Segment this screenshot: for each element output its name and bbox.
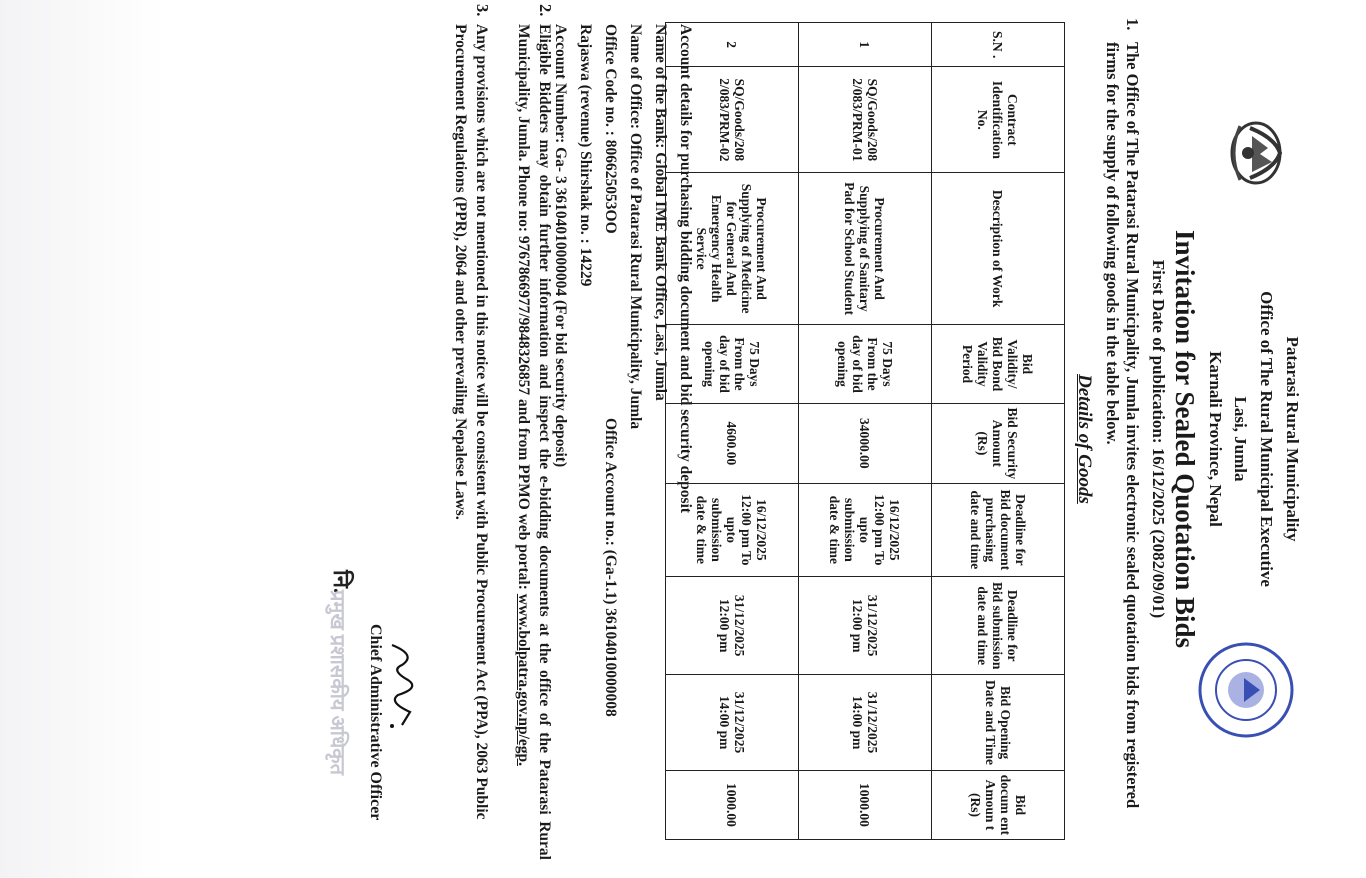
office-location: Lasi, Jumla bbox=[1231, 396, 1250, 482]
table-cell: 31/12/2025 12:00 pm bbox=[799, 577, 932, 675]
point-number-2: 2. bbox=[536, 4, 555, 17]
rajaswa-shirshak: Rajaswa (revenue) Shirshak no. : 14229 bbox=[577, 24, 594, 287]
table-cell: 31/12/2025 14:00 pm bbox=[799, 675, 932, 771]
security-account-number: Account Number: Ga- 3 36104010000004 (For bid security deposit) bbox=[552, 24, 569, 468]
table-cell: SQ/Goods/208 2/083/PRM-02 bbox=[666, 67, 799, 173]
table-cell: 1000.00 bbox=[799, 770, 932, 839]
column-header: Contract Identification No. bbox=[932, 67, 1065, 173]
municipality-name: Patarasi Rural Municipality bbox=[1283, 336, 1302, 542]
office-name-line: Name of Office: Office of Patarasi Rural Municipality, Jumla bbox=[627, 24, 644, 430]
column-header: Bid docum ent Amoun t (Rs) bbox=[932, 770, 1065, 839]
point-number-3: 3. bbox=[473, 4, 492, 17]
table-cell: 1000.00 bbox=[666, 770, 799, 839]
office-name: Office of The Rural Municipal Executive bbox=[1257, 291, 1276, 587]
bank-name: Name of the Bank: Global IME Bank Office, Lasi, Jumla bbox=[652, 24, 669, 401]
column-header: Bid Validity/ Bid Bond Validity Period bbox=[932, 324, 1065, 403]
provisions-paragraph: Any provisions which are not mentioned in this notice will be consistent with Public Procurement Act (PPA), 2063 Public Procurement Regulations (PPR), 2064 and other prevailing Nepalese Laws. bbox=[452, 24, 490, 820]
publication-date: First Date of publication: 16/12/2025 (2082/09/01) bbox=[1149, 259, 1168, 619]
table-cell: 75 Days From the day of bid opening bbox=[799, 324, 932, 403]
column-header: Bid Opening Date and Time bbox=[932, 675, 1065, 771]
intro-paragraph: The Office of The Patarasi Rural Municipality, Jumla invites electronic sealed quotation bids from registered firms for the supply of following goods in the table below. bbox=[1103, 42, 1142, 809]
table-cell: 34000.00 bbox=[799, 404, 932, 483]
table-cell: 75 Days From the day of bid opening bbox=[666, 324, 799, 403]
table-row bbox=[799, 23, 932, 840]
eligibility-text: Eligible Bidders may obtain further information and inspect the e-bidding documents at the office of the Patarasi Rural Municipality, Jumla. Phone no: 9767866977/9848326857 and from PPMO web portal: bbox=[515, 24, 553, 860]
table-cell: Procurement And Supplying of Sanitary Pad for School Student bbox=[799, 173, 932, 324]
handwritten-signature-icon bbox=[382, 640, 422, 730]
table-cell: 4600.00 bbox=[666, 404, 799, 483]
signatory-prefix: नि. bbox=[329, 570, 354, 594]
portal-link[interactable]: www.bolpatra.gov.np/egp. bbox=[515, 593, 532, 767]
table-cell: 31/12/2025 12:00 pm bbox=[666, 577, 799, 675]
table-cell: 2 bbox=[666, 23, 799, 67]
table-cell: SQ/Goods/208 2/083/PRM-01 bbox=[799, 67, 932, 173]
column-header: Bid Security Amount (Rs) bbox=[932, 404, 1065, 483]
province-name: Karnali Province, Nepal bbox=[1206, 351, 1225, 527]
eligibility-paragraph bbox=[513, 24, 555, 860]
table-header-row bbox=[932, 23, 1065, 840]
column-header: Description of Work bbox=[932, 173, 1065, 324]
notice-title: Invitation for Sealed Quotation Bids bbox=[1170, 229, 1200, 649]
faded-designation-stamp: प्रमुख प्रशासकीय अधिकृत bbox=[326, 590, 348, 776]
table-cell: Procurement And Supplying of Medicine for General And Emergency Health Service bbox=[666, 173, 799, 324]
table-cell: 16/12/2025 12:00 pm To upto submission date & time bbox=[799, 483, 932, 577]
column-header: S.N . bbox=[932, 23, 1065, 67]
table-cell: 1 bbox=[799, 23, 932, 67]
section-title: Details of Goods bbox=[1074, 374, 1095, 504]
office-code: Office Code no. : 806625053OO bbox=[602, 24, 619, 234]
column-header: Deadline for Bid submission date and time bbox=[932, 577, 1065, 675]
column-header: Deadline for Bid document purchasing date and time bbox=[932, 483, 1065, 577]
account-heading: Account details for purchasing bidding document and bid security deposit bbox=[677, 24, 694, 514]
goods-table bbox=[665, 22, 1065, 840]
table-cell: 16/12/2025 12:00 pm To upto submission date & time bbox=[666, 483, 799, 577]
table-cell: 31/12/2025 14:00 pm bbox=[666, 675, 799, 771]
office-account: Office Account no.: (Ga-1.1) 36104010000008 bbox=[602, 418, 619, 717]
point-number-1: 1. bbox=[1123, 18, 1142, 31]
signatory-title: Chief Administrative Officer bbox=[367, 624, 384, 821]
